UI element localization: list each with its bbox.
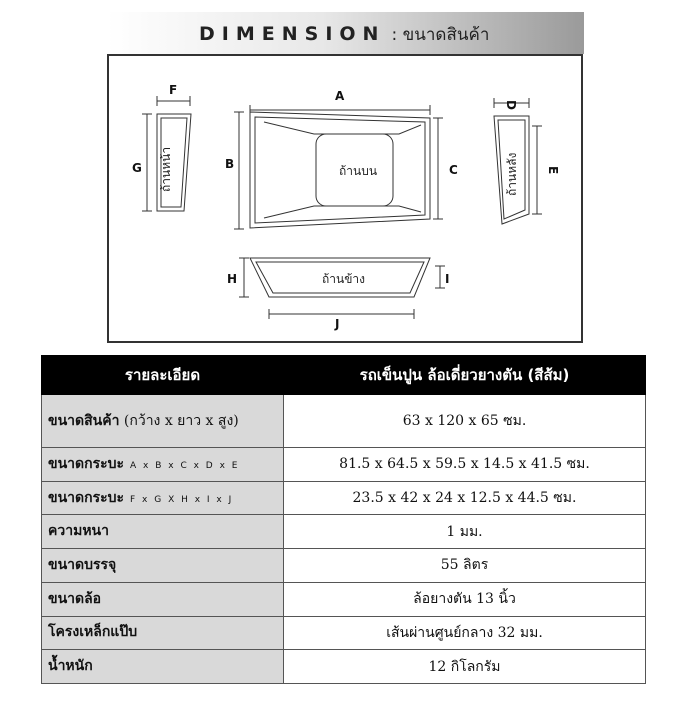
top-view-text: ถ้านบน bbox=[339, 164, 378, 178]
label-b: B bbox=[225, 157, 235, 171]
row-label: น้ำหนัก bbox=[42, 650, 284, 684]
table-row bbox=[42, 395, 646, 448]
table-row bbox=[42, 582, 646, 616]
table-header-row bbox=[42, 356, 646, 395]
banner-title bbox=[199, 21, 489, 48]
dimension-diagram bbox=[107, 54, 583, 343]
row-label-extra: (กว้าง x ยาว x สูง) bbox=[119, 412, 239, 429]
banner-title-en: DIMENSION bbox=[199, 23, 386, 45]
label-e: E bbox=[546, 166, 560, 175]
row-label: ความหนา bbox=[42, 515, 284, 549]
table-row bbox=[42, 650, 646, 684]
header-details: รายละเอียด bbox=[42, 356, 284, 395]
label-i: I bbox=[445, 272, 450, 286]
label-g: G bbox=[132, 161, 142, 175]
row-label-small: F x G X H x I x J bbox=[130, 494, 234, 505]
table-row bbox=[42, 448, 646, 482]
table-row bbox=[42, 549, 646, 583]
row-value: 81.5 x 64.5 x 59.5 x 14.5 x 41.5 ซม. bbox=[284, 448, 646, 482]
back-view-text: ถ้านหลัง bbox=[505, 152, 519, 196]
row-label: ขนาดสินค้า (กว้าง x ยาว x สูง) bbox=[42, 395, 284, 448]
row-value: 63 x 120 x 65 ซม. bbox=[284, 395, 646, 448]
table-row bbox=[42, 616, 646, 650]
dimension-drawing bbox=[109, 56, 581, 341]
label-a: A bbox=[335, 89, 345, 103]
row-label: ขนาดบรรจุ bbox=[42, 549, 284, 583]
label-f: F bbox=[169, 83, 178, 97]
label-d: D bbox=[504, 100, 518, 110]
dimension-banner bbox=[107, 12, 584, 54]
row-label-small: A x B x C x D x E bbox=[130, 460, 240, 471]
banner-title-th: : ขนาดสินค้า bbox=[391, 25, 490, 45]
row-label: ขนาดล้อ bbox=[42, 582, 284, 616]
header-product: รถเข็นปูน ล้อเดี่ยวยางตัน (สีส้ม) bbox=[284, 356, 646, 395]
row-value: เส้นผ่านศูนย์กลาง 32 มม. bbox=[284, 616, 646, 650]
label-j: J bbox=[335, 317, 340, 331]
front-view-text: ถ้านหน้า bbox=[159, 146, 173, 192]
row-label: ขนาดกระบะ F x G X H x I x J bbox=[42, 481, 284, 515]
table-row bbox=[42, 515, 646, 549]
row-value: 23.5 x 42 x 24 x 12.5 x 44.5 ซม. bbox=[284, 481, 646, 515]
table-row bbox=[42, 481, 646, 515]
side-view-text: ถ้านข้าง bbox=[322, 272, 366, 286]
spec-table bbox=[41, 355, 646, 684]
row-label: ขนาดกระบะ A x B x C x D x E bbox=[42, 448, 284, 482]
row-value: ล้อยางตัน 13 นิ้ว bbox=[284, 582, 646, 616]
label-c: C bbox=[449, 163, 458, 177]
row-value: 55 ลิตร bbox=[284, 549, 646, 583]
row-label: โครงเหล็กแป๊บ bbox=[42, 616, 284, 650]
row-value: 12 กิโลกรัม bbox=[284, 650, 646, 684]
row-value: 1 มม. bbox=[284, 515, 646, 549]
label-h: H bbox=[227, 272, 238, 286]
